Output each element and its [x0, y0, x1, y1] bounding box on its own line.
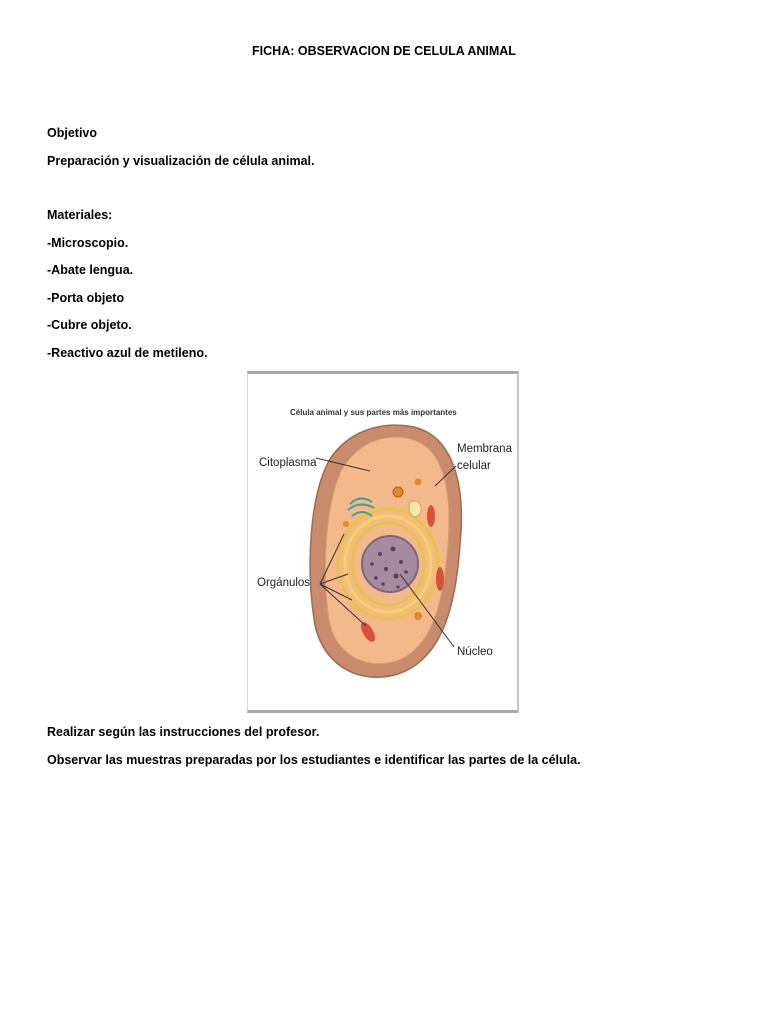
materials-heading: Materiales:	[47, 208, 113, 222]
cell-diagram-figure	[247, 371, 519, 713]
vacuole	[393, 487, 403, 497]
material-item: -Porta objeto	[47, 291, 125, 305]
label-citoplasma: Citoplasma	[259, 457, 317, 469]
label-celular: celular	[457, 460, 491, 472]
material-item: -Reactivo azul de metileno.	[47, 346, 208, 360]
label-organulos: Orgánulos	[257, 577, 311, 589]
material-item: -Microscopio.	[47, 236, 129, 250]
mitochondria	[436, 567, 444, 591]
objective-heading: Objetivo	[47, 126, 98, 140]
label-membrana: Membrana	[457, 443, 512, 455]
material-item: -Abate lengua.	[47, 263, 134, 277]
figure-title: Célula animal y sus partes más importantes	[290, 408, 457, 417]
instruction-line: Observar las muestras preparadas por los estudiantes e identificar las partes de la célula.	[47, 753, 581, 767]
document-title: FICHA: OBSERVACION DE CELULA ANIMAL	[252, 44, 516, 58]
label-nucleo: Núcleo	[457, 646, 493, 658]
animal-cell-diagram	[248, 374, 517, 710]
objective-text: Preparación y visualización de célula animal.	[47, 154, 315, 168]
ribosome	[415, 479, 422, 486]
instruction-line: Realizar según las instrucciones del profesor.	[47, 725, 320, 739]
vesicle	[414, 612, 422, 620]
vesicle	[343, 521, 349, 527]
mitochondria	[427, 505, 435, 527]
lysosome	[409, 501, 421, 517]
material-item: -Cubre objeto.	[47, 318, 132, 332]
